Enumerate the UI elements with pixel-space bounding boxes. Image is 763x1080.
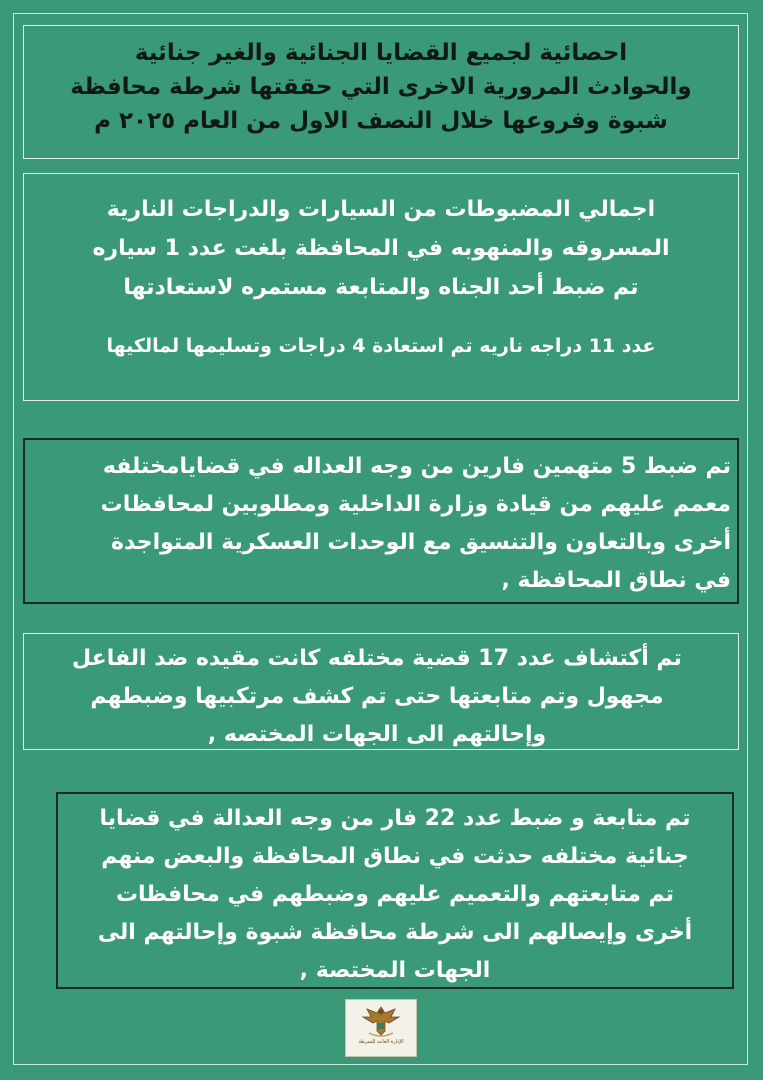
title-line-2: والحوادث المرورية الاخرى التي حققتها شرطة محافظة xyxy=(70,74,692,100)
tracked-line-3: تم متابعتهم والتعميم عليهم وضبطهم في محافظات xyxy=(115,882,675,907)
title-line-3: شبوة وفروعها خلال النصف الاول من العام ٢٠٢٥ م xyxy=(94,108,668,134)
vehicles-recovered-section xyxy=(23,173,739,401)
tracked-line-1: تم متابعة و ضبط عدد 22 فار من وجه العدالة في قضايا xyxy=(99,806,691,831)
vehicles-line-2: المسروقه والمنهوبه في المحافظة بلغت عدد 1 سياره xyxy=(92,236,670,261)
fugitives-caught-section xyxy=(23,438,739,604)
vehicles-line-3: تم ضبط أحد الجناه والمتابعة مستمره لاستعادتها xyxy=(123,275,639,300)
fugitives-line-3: أخرى وبالتعاون والتنسيق مع الوحدات العسكرية المتواجدة xyxy=(111,530,731,555)
fugitives-line-2: معمم عليهم من قيادة وزارة الداخلية ومطلوبين لمحافظات xyxy=(100,492,731,517)
cases-line-1: تم أكتشاف عدد 17 قضية مختلفه كانت مقيده ضد الفاعل xyxy=(72,646,682,671)
fugitives-line-4: في نطاق المحافظة , xyxy=(501,568,731,593)
police-emblem-logo xyxy=(345,999,417,1057)
tracked-line-5: الجهات المختصة , xyxy=(299,958,491,983)
vehicles-line-1: اجمالي المضبوطات من السيارات والدراجات النارية xyxy=(106,197,656,222)
cases-line-2: مجهول وتم متابعتها حتى تم كشف مرتكبيها وضبطهم xyxy=(90,684,664,709)
cases-line-3: وإحالتهم الى الجهات المختصه , xyxy=(207,722,547,747)
motorcycles-line: عدد 11 دراجه ناريه تم استعادة 4 دراجات وتسليمها لمالكيها xyxy=(106,335,656,357)
emblem-caption: الإدارة العامة للشرطة xyxy=(358,1039,404,1045)
fugitives-line-1: تم ضبط 5 متهمين فارين من وجه العداله في قضايامختلفه xyxy=(102,454,731,479)
title-line-1: احصائية لجميع القضايا الجنائية والغير جنائية xyxy=(134,40,628,66)
tracked-line-2: جنائية مختلفه حدثت في نطاق المحافظة والبعض منهم xyxy=(101,844,689,869)
tracked-line-4: أخرى وإيصالهم الى شرطة محافظة شبوة وإحالتهم الى xyxy=(97,920,693,945)
fugitives-tracked-section xyxy=(56,792,734,989)
eagle-emblem-icon xyxy=(361,1003,401,1039)
title-box xyxy=(23,25,739,159)
cases-solved-section xyxy=(23,633,739,750)
